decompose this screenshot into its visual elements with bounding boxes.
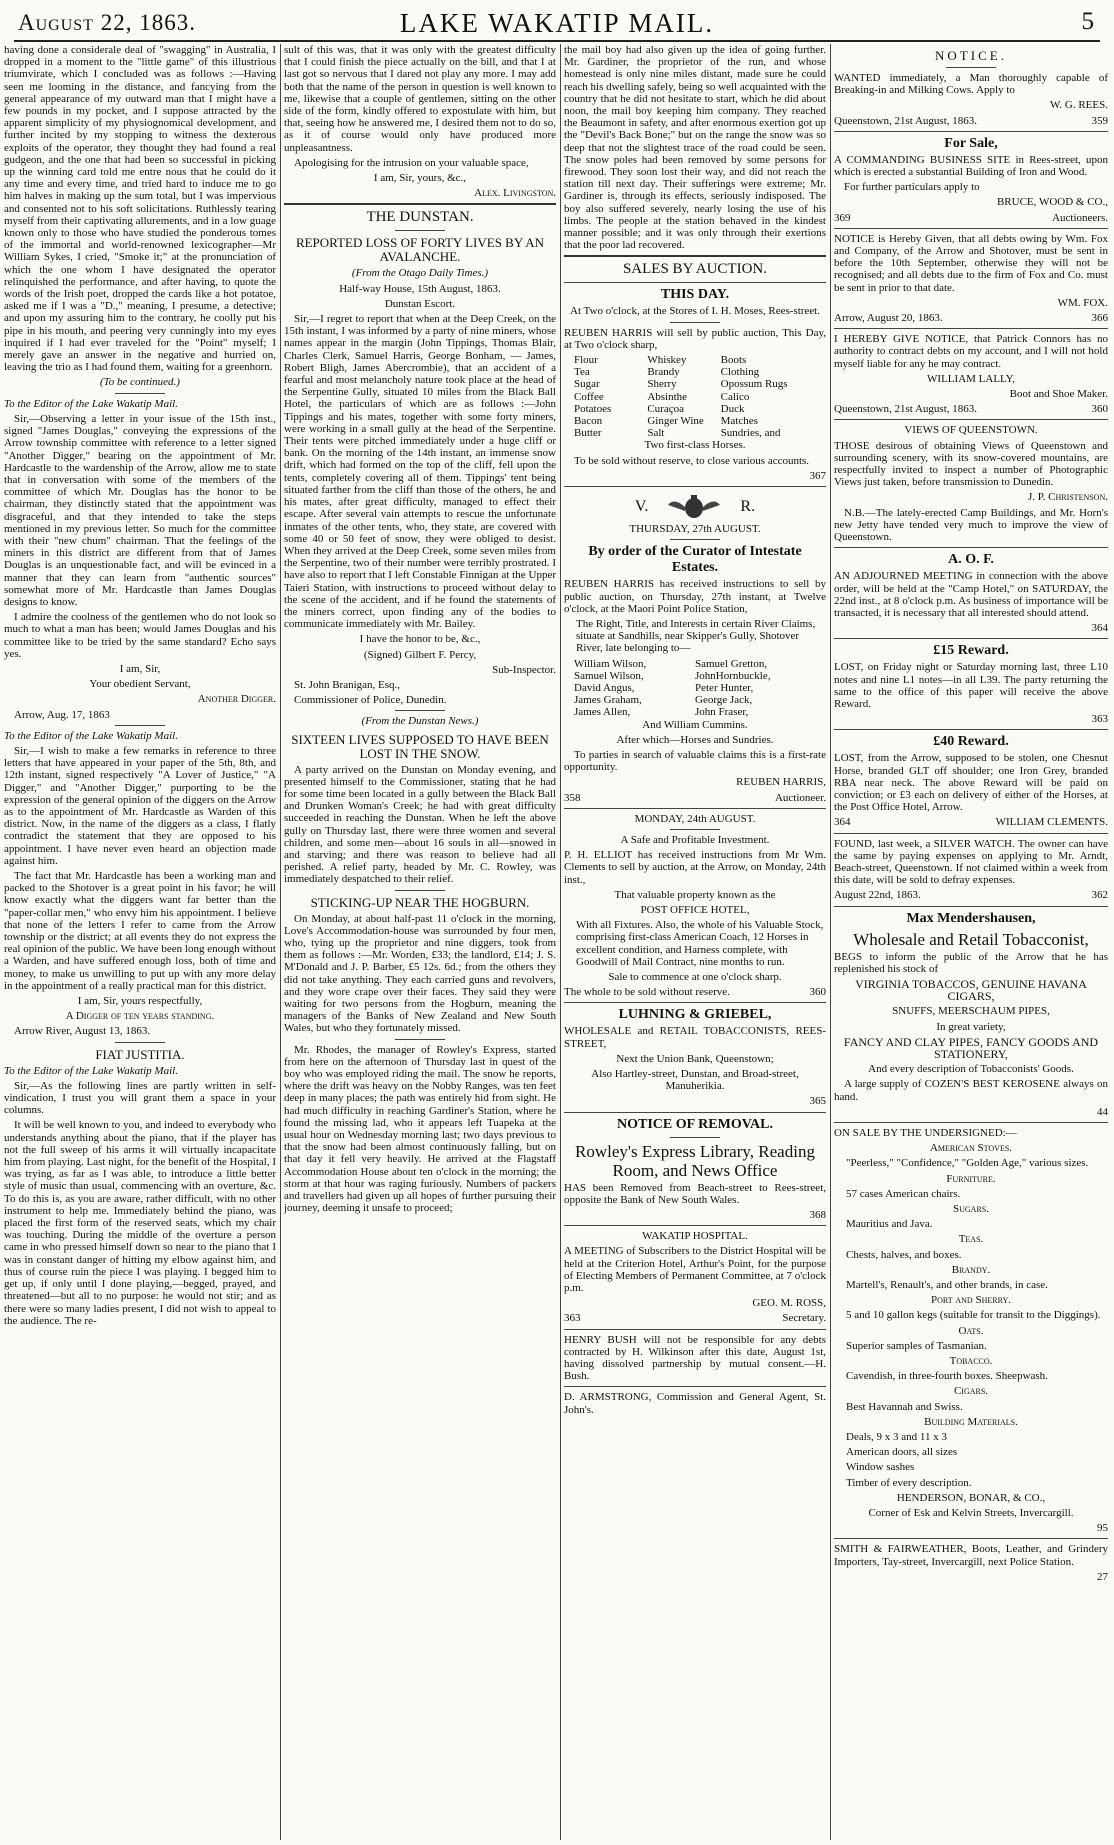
ad-text: NOTICE is Hereby Given, that all debts owing by Wm. Fox and Company, of the Arrow and Shotover, must be sent in before the 10th September, otherwise they will not be recognised; and all debts due to the firm of Fox and Co. must be sent in prior to that date. [834,232,1108,294]
letter-closing: I have the honor to be, &c., [359,633,481,646]
item-text: Timber of every description. [846,1476,972,1489]
letter-text: sult of this was, that it was only with the greatest difficulty that I could finish the piece actually on the bill, and that I at last got so nervous that I dared not play any more. I may add both that the name of the person in question is well known to me, likewise that a couple of gentlemen, sitting on the other side of the form, kindly offered to expostulate with him, but that, seeing how he answered me, I desired them not to do so, as it of course would only have produced more unpleasantness. [284,44,556,154]
item-text: 5 and 10 gallon kegs (suitable for transit to the Diggings). [846,1309,1101,1322]
ad-signature: REUBEN HARRIS, [736,776,826,789]
article-text: the mail boy had also given up the idea of going further. Mr. Gardiner, the proprietor of the run, and whose homestead is only nine miles distant, made sure he could reach his dwelling safely, being so well acquainted with the country that he did not hesitate to start, which he did about noon, the mail boy keeping him company. They reached the Beaumont in safety, and after enormous exertion got up the "Devil's Back Bone;" but on the range the snow was so deep that not the slightest trace of the road could be seen. The snow poles had been removed by some persons for firewood. They soon lost their way, and did not reach the station till next day. Their sufferings were extreme; Mr. Gardiner is, through its effects, seriously indisposed. The boy also suffered severely, nearly losing the use of his limbs. The people at the station behaved in the kindest manner possible; and it was only through their exertions that the poor lad recovered. [564,44,826,252]
list-item: Matches [720,415,758,428]
column-4 [834,44,1108,1840]
ad-text: Also Hartley-street, Dunstan, and Broad-street, Manuherikia. [591,1068,799,1093]
item-text: "Peerless," "Confidence," "Golden Age," various sizes. [846,1157,1089,1170]
ad-number: 44 [1097,1105,1108,1118]
column-rule [560,44,561,1840]
letter-closing: I am, Sir, [119,662,161,675]
ad-number: 362 [1091,889,1108,902]
addressee: St. John Branigan, Esq., [294,678,401,691]
ad-text: FANCY AND CLAY PIPES, FANCY GOODS AND STATIONERY, [843,1034,1099,1061]
ad-number: 359 [1091,114,1108,127]
divider [395,1039,445,1040]
article-text: A party arrived on the Dunstan on Monday evening, and presented himself to the Commissioner, stating that he had for some time been located in a gully between the Black Ball and Drunken Woman's Creek; he had with great difficulty succeeded in reaching the Dunstan. When he left the above gully on Thursday last, there were three women and several children, and some men—about 16 souls in all—snowed in and starving; and there was reason to believe had all perished. A relief party, headed by Mr. C. Rowley, was immediately despatched to their relief. [284,763,556,886]
ad-text: And every description of Tobacconists' Goods. [868,1063,1074,1076]
divider [834,833,1108,834]
list-item: Duck [720,402,745,415]
divider [834,228,1108,229]
divider [670,829,720,830]
ad-heading: £15 Reward. [933,643,1009,659]
item-heading: Teas. [958,1233,984,1246]
ad-number: 360 [1091,403,1108,416]
ad-subheading: Wholesale and Retail Tobacconist, [853,929,1089,949]
ad-heading: THIS DAY. [660,287,730,303]
item-heading: Cigars. [953,1385,989,1398]
divider [564,1225,826,1226]
ad-signature: WILLIAM CLEMENTS. [995,816,1108,829]
ad-footer [564,792,826,804]
ad-number: 369 [834,211,851,224]
ad-number: 360 [809,986,826,999]
list-item: Opossum Rugs [720,378,788,391]
ad-text: Next the Union Bank, Queenstown; [616,1052,774,1065]
fiat-heading: FIAT JUSTITIA. [95,1046,185,1062]
ad-text: And William Cummins. [642,718,748,731]
ad-text: A COMMANDING BUSINESS SITE in Rees-street, upon which is erected a substantial Building of Iron and Wood. [834,153,1108,179]
ad-number: 368 [809,1209,826,1222]
crest-letter: R. [740,497,756,515]
ad-text: Two first-class Horses. [644,439,746,452]
item-text: Best Havannah and Swiss. [846,1400,963,1413]
crest-letter: V. [634,497,649,515]
divider [284,203,556,205]
article-text: Sir,—I regret to report that when at the Deep Creek, on the 15th instant, I was informed by a party of nine miners, whose names appear in the margin (John Tippings, Thomas Blair, Charles Clerk, Samuel Harris, George Bonham, — James, Robert Bligh, James Abercrombie), that an accident of a fearful and most melancholy nature took place at the head of the Serpentine Gully, situated 10 miles from the Black Ball Hotel, the particulars of which are as follows :—John Tippings and his mates, together with some forty miners, were working in a small gully at the head of the Serpentine. Their tents were pitched immediately under a huge cliff or bank. On the morning of the 14th instant, an immense snow drift, which had formed on the top of the cliff, fell upon the tents, completely covering all of them. Tippings' tent being situated farther from the cliff than those of the others, he and his mates, after great difficulty, managed to effect their escape. After several vain attempts to rescue the unfortunate inmates of the other tents, who, they state, are covered with some 40 or 50 feet of snow, they were obliged to desist. When they arrived at the Deep Creek, some seven miles from the Serpentine, two of their number were terribly prostrated. I have also to report that I left Constable Finnigan at the Upper Taieri Station, with instructions to proceed without delay to the scene of the accident, and if he found the statements of the miners correct, upon finding any of the bodies to communicate immediately with Mr. Bailey. [284,313,556,631]
ad-signature: J. P. Christenson. [1027,491,1108,504]
item-text: 57 cases American chairs. [846,1187,961,1200]
item-text: Superior samples of Tasmanian. [846,1339,987,1352]
page-number: 5 [1081,8,1094,35]
ad-text: HAS been Removed from Beach-street to Rees-street, opposite the Bank of New South Wales. [564,1181,826,1206]
item-text: Martell's, Renault's, and other brands, in case. [846,1279,1048,1292]
ad-signature: HENDERSON, BONAR, & CO., [896,1491,1046,1504]
letter-place: Arrow, Aug. 17, 1863 [14,708,110,721]
owners-list [564,658,826,719]
item-heading: Brandy. [951,1263,991,1276]
list-item: Sundries, and [720,427,781,440]
list-item: JohnHornbuckle, [695,669,771,682]
divider [564,282,826,283]
divider [115,725,165,726]
ad-heading: NOTICE OF REMOVAL. [617,1116,773,1132]
section-heading: SALES BY AUCTION. [622,261,768,278]
letter-salutation: To the Editor of the Lake Wakatip Mail. [4,397,178,410]
goods-list [564,354,826,439]
divider [395,890,445,891]
ad-text: Corner of Esk and Kelvin Streets, Invercargill. [868,1507,1074,1520]
ad-role: Secretary. [782,1312,826,1325]
issue-date: August 22, 1863. [18,10,196,35]
letter-text: Sir,—Observing a letter in your issue of the 15th inst., signed "James Douglas," conveying the expressions of the Arrow township committee with reference to a letter signed "Another Digger," bearing on the appointment of Mr. Hardcastle to the wardenship of the Arrow, allow me to state that in conversation with some of the members of the committee of which Mr. Douglas has the honor to be chairman, they distinctly stated that the appointment was disgraceful, and that they intended to take the steps mentioned in my previous letter. So much for the committee with their "new chum" chairman. That the feelings of the miners in this district are different from that of James Douglas is an unquestionable fact, and will be evinced in a manner that they can learn from "authentic sources" somewhat more of Mr. Hardcastle than James Douglas designs to know. [4,412,276,608]
article-headline: REPORTED LOSS OF FORTY LIVES BY AN AVALANCHE. [295,235,545,265]
list-item: Potatoes [574,402,612,415]
article-text: Mr. Rhodes, the manager of Rowley's Express, started from here on the afternoon of Thursday last in quest of the boy who was employed riding the mail. The snow he reports, where the drift was heavy on the Nobby Ranges, was ten feet deep in many places; the path was entirely hid from sight. He had much difficulty in reaching Gardiner's Station, where he found the missing lad, who it appears left Tuapeka at the usual hour on Wednesday morning last; two days previous to that the snow had been almost continuously falling, but on that day it fell very heavily. He arrived at the Flagstaff Accommodation House about ten o'clock in the morning; the storm at that hour was raging furiously. Numbers of packers and travellers had given up all hopes of further pursuing their journey, deeming it unsafe to proceed; [284,1043,556,1215]
ad-footer [834,889,1108,901]
divider [834,906,1108,907]
ad-text: D. ARMSTRONG, Commission and General Agent, St. John's. [564,1391,826,1416]
ad-number: 364 [834,816,851,829]
list-item: Coffee [574,390,604,403]
ad-text: To parties in search of valuable claims this is a first-rate opportunity. [564,748,826,774]
letter-text: Apologising for the intrusion on your valuable space, [294,156,529,169]
article-source: (From the Otago Daily Times.) [351,267,489,280]
ad-footer [564,986,826,998]
divider [834,328,1108,329]
ad-text: REUBEN HARRIS has received instructions to sell by public auction, on Thursday, 27th instant, at Twelve o'clock, at the Maori Point Police Station, [564,578,826,615]
ad-text: After which—Horses and Sundries. [616,733,774,746]
newspaper-title: LAKE WAKATIP MAIL. [399,8,715,38]
ad-number: 364 [1091,622,1108,635]
letter-text: Sir,—I wish to make a few remarks in reference to three letters that have appeared in your paper of the 5th, 8th, and 12th instant, signed respectively "A Lover of Justice," "A Digger," and "Another Digger," purporting to be the expression of the general opinion of the diggers on the Arrow as to the appointment of Mr. Hardcastle as Warden of this district. Now, in the name of the diggers as a class, I flatly contradict the statement that they are opposed to his appointment. I have never even heard an objection made against him. [4,744,276,867]
ad-footer [834,115,1108,127]
column-rule [830,44,831,1840]
ad-text: VIRGINIA TOBACCOS, GENUINE HAVANA CIGARS, [855,976,1087,1004]
ad-signature: GEO. M. ROSS, [752,1297,826,1310]
ad-text: A Safe and Profitable Investment. [620,833,770,846]
ad-signature: W. G. REES. [1050,99,1108,112]
ad-heading: MONDAY, 24th AUGUST. [634,812,756,825]
list-item: John Fraser, [695,706,749,719]
ad-text: SNUFFS, MEERSCHAUM PIPES, [892,1005,1050,1018]
ad-heading: Rowley's Express Library, Reading Room, and News Office [575,1141,815,1180]
list-item: Curaçoa [647,402,684,415]
ad-text: Sale to commence at one o'clock sharp. [608,970,782,983]
ad-signature: WILLIAM LALLY, [927,372,1015,385]
addressee: Commissioner of Police, Dunedin. [294,694,447,707]
list-item: Whiskey [647,354,687,367]
ad-signature: WM. FOX. [1057,296,1108,309]
article-headline: STICKING-UP NEAR THE HOGBURN. [310,894,530,910]
item-text: American doors, all sizes [846,1446,958,1459]
ad-number: 27 [1097,1570,1108,1583]
list-item: Clothing [720,366,760,379]
ad-footer [834,816,1108,828]
ad-text: That valuable property known as the [614,888,776,901]
item-text: Chests, halves, and boxes. [846,1248,962,1261]
divider [946,67,996,68]
list-item: Salt [647,427,665,440]
letter-closing: Your obedient Servant, [89,678,191,691]
ad-text: At Two o'clock, at the Stores of I. H. Moses, Rees-street. [570,305,820,318]
ad-heading: THURSDAY, 27th AUGUST. [629,523,761,536]
list-item: Samuel Gretton, [695,657,768,670]
list-item: Butter [574,427,602,440]
list-item: Brandy [647,366,680,379]
divider [564,1386,826,1387]
ad-heading: POST OFFICE HOTEL, [640,903,750,916]
divider [834,729,1108,730]
list-item: Boots [720,354,747,367]
article-headline: SIXTEEN LIVES SUPPOSED TO HAVE BEEN LOST IN THE SNOW. [291,731,549,761]
ad-role: Auctioneer. [774,791,826,804]
ad-text: LOST, on Friday night or Saturday morning last, three L10 notes and nine L1 notes—in all L39. The party returning the same to the office of this paper will receive the above Reward. [834,661,1108,710]
divider [670,539,720,540]
divider [834,638,1108,639]
item-heading: Sugars. [953,1203,989,1216]
item-text: Mauritius and Java. [846,1218,933,1231]
section-heading: THE DUNSTAN. [366,209,474,226]
list-item: Flour [574,354,598,367]
ad-text: I HEREBY GIVE NOTICE, that Patrick Connors has no authority to contract debts on my account, and I will not hold myself liable for any he may contract. [834,333,1108,370]
letter-signature: Alex. Livingston. [474,187,556,200]
ad-heading: For Sale, [944,135,998,151]
item-heading: Tobacco. [949,1355,993,1368]
masthead [14,6,1100,42]
list-item: Bacon [574,415,603,428]
divider [834,1122,1108,1123]
ad-text: A large supply of COZEN'S BEST KEROSENE always on hand. [834,1078,1108,1103]
list-item: David Angus, [574,681,635,694]
ad-text: BEGS to inform the public of the Arrow that he has replenished his stock of [834,950,1108,975]
ad-text: The whole to be sold without reserve. [564,986,730,999]
letter-signature: Another Digger. [197,693,276,706]
item-heading: American Stoves. [929,1142,1013,1155]
item-text: Deals, 9 x 3 and 11 x 3 [846,1431,948,1444]
ad-text: With all Fixtures. Also, the whole of his Valuable Stock, comprising first-class American Coach, 12 Horses in excellent condition, and Harness complete, with Goodwill of Mail Contract, nine months to run. [576,919,824,968]
ad-heading: NOTICE. [935,48,1007,63]
ad-number: 363 [564,1312,581,1325]
article-source: (From the Dunstan News.) [361,715,479,728]
column-3 [564,44,826,1840]
list-item: Tea [574,366,590,379]
letter-signature: Sub-Inspector. [492,663,556,676]
divider [564,255,826,257]
list-item: George Jack, [695,694,753,707]
ad-text: For further particulars apply to [844,181,980,194]
letter-signature: (Signed) Gilbert F. Percy, [363,648,477,661]
ad-text: P. H. ELLIOT has received instructions from Mr Wm. Clements to sell by auction, at the Arrow, on Monday, 24th inst., [564,849,826,886]
ad-heading: By order of the Curator of Intestate Estates. [588,544,802,576]
ad-footer [834,312,1108,324]
ad-heading: £40 Reward. [933,734,1009,750]
letter-text: The fact that Mr. Hardcastle has been a working man and packed to the Shotover is a great point in his favor; he will know exactly what the diggers want far better than the "paper-collar men," who envy him his appointment. I believe that none of the letters I refer to came from the Arrow township or the district; at all events they do not express the real opinion of the public. We have been long enough without a Warden, and have suffered enough loss, both of time and money, to make us unwilling to put up with any more delay in the appointment of a really practical man for this district. [4,870,276,992]
letter-text: It will be well known to you, and indeed to everybody who understands anything about the piano, that if the player has not the full sweep of his arms it will virtually incapacitate him from playing. Last night, for the benefit of the Hospital, I was trying, as far as I was able, to introduce a little better style of music than usual, commencing with an overture, &c. To do this is, as you are aware, rather difficult, with no other instrument to help me. Immediately behind the piano, was placed the first form of the reserved seats, which my chair was touching. During the middle of the overture a person came in who pressed himself down so near to the piano that I was in constant danger of hitting my elbow against him, and thus of course ruin the piece I was playing. I begged him to get up, if only until I done playing,—begged, prayed, and threatened—but all to no purpose: he would not stir; and as there were so many ladies present, I did not wish to appeal to the audience. The re- [4,1119,276,1327]
ad-text: To be sold without reserve, to close various accounts. [574,454,810,467]
ad-date: Queenstown, 21st August, 1863. [834,114,977,127]
divider [670,322,720,323]
item-heading: Oats. [958,1324,984,1337]
column-rule [280,44,281,1840]
ad-number: 367 [809,469,826,482]
ad-heading: Max Mendershausen, [906,910,1036,926]
item-heading: Building Materials. [924,1415,1018,1428]
dateline: Dunstan Escort. [384,297,456,310]
ad-text: WHOLESALE and RETAIL TOBACCONISTS, REES-STREET, [564,1025,826,1050]
ad-number: 363 [1091,713,1108,726]
ad-text: N.B.—The lately-erected Camp Buildings, and Mr. Horn's new Jetty have tended very much to improve the view of Queenstown. [834,506,1108,544]
divider [395,230,445,231]
ad-text: The Right, Title, and Interests in certain River Claims, situate at Sandhills, near Skipper's Gully, Shotover River, late belonging to— [576,617,816,655]
letter-closing: I am, Sir, yours, &c., [373,172,467,185]
column-2 [284,44,556,1840]
divider [564,808,826,809]
list-item: William Wilson, [574,657,647,670]
ad-signature: BRUCE, WOOD & CO., [996,196,1108,209]
list-item: James Graham, [574,694,642,707]
article-text: having done a considerale deal of "swagging" in Australia, I dropped in a moment to the "little game" of this illustrious triumvirate, which I concluded was as follows :—Having seen me looming in the distance, and fancying from the general appearance of my outward man that I might have a few pounds in my pocket, and I suppose attracted by the apparent simplicity of my physiognomical development, and further incited by my stopping to witness the dexterous exploits of the operator, they thought they had found a real gudgeon, and the one that had been so successful in picking up the winning card told me entre nous that he could do it any time and every time, and tried hard to induce me to go him halves in making up the sum total, but I was impervious and consented not to his soft solicitations. Ruthlessly tearing myself from their captivating allurements, and in a low guage known only to those who have studied the ponderous tomes of the immortal and world-renowned lexicographer—Mr William Sykes, I cried, "Smoke it;" at the pronunciation of which the one whom I have designated the operator relinquished the performance, and after having, to quote the words of the Irish poet, dropped the cards like a hot potatoe, asked me if I was a "D.," meaning, I presume, a detective; and upon my assuring him to the contrary, he coolly put his pipe in his mouth, and peering very cunningly into my eyes inquired if I had ever traveled for the "Point" myself; I merely gave an answer in the negative and hurried on, leaving the trio as I had found them, waiting for a greenhorn. [4,44,276,374]
ad-date: August 22nd, 1863. [834,889,921,902]
divider [115,393,165,394]
ad-role: Auctioneers. [1052,211,1108,224]
list-item: Peter Hunter, [695,681,754,694]
ad-text: HENRY BUSH will not be responsible for any debts contracted by H. Wilkinson after this date, August 1st, having dissolved partnership by mutual consent.—H. Bush. [564,1333,826,1383]
item-heading: Port and Sherry. [930,1294,1011,1307]
letter-closing: I am, Sir, yours respectfully, [77,995,203,1008]
list-item: James Allen, [574,706,631,719]
divider [564,1112,826,1113]
ad-heading: ON SALE BY THE UNDERSIGNED:— [834,1127,1017,1139]
ad-heading: VIEWS OF QUEENSTOWN. [904,424,1038,437]
ad-heading: LUHNING & GRIEBEL, [618,1007,772,1023]
divider [395,710,445,711]
divider [834,547,1108,548]
divider [564,1002,826,1003]
ad-number: 366 [1091,312,1108,325]
letter-text: Sir,—As the following lines are partly written in self-vindication, I trust you will grant them a space in your columns. [4,1079,276,1117]
ad-text: THOSE desirous of obtaining Views of Queenstown and surrounding scenery, with its snow-covered mountains, are respectfully invited to inspect a number of Photographic Views just taken, before transmission to Dunedin. [834,439,1108,489]
royal-crest-line [564,493,826,521]
divider [834,419,1108,420]
ad-number: 365 [809,1095,826,1108]
dateline: Half-way House, 15th August, 1863. [339,282,501,295]
ad-footer [834,212,1108,224]
ad-date: Arrow, August 20, 1863. [834,312,943,325]
divider [834,131,1108,132]
letter-place: Arrow River, August 13, 1863. [14,1025,151,1038]
item-text: Cavendish, in three-fourth boxes. Sheepwash. [846,1370,1048,1383]
divider [564,1329,826,1330]
ad-footer [564,1312,826,1324]
list-item: Sherry [647,378,677,391]
ad-text: WANTED immediately, a Man thoroughly capable of Breaking-in and Milking Cows. Apply to [834,72,1108,97]
ad-heading: A. O. F. [948,552,994,568]
list-item: Ginger Wine [647,415,704,428]
ad-text: In great variety, [936,1020,1006,1033]
divider [834,1538,1108,1539]
ad-text: LOST, from the Arrow, supposed to be stolen, one Chesnut Horse, branded GLT off shoulder; one Iron Grey, branded RBA near neck. The above Reward will be paid on conviction; or £3 each on delivery of either of the Horses, at the Post Office Hotel, Arrow. [834,752,1108,814]
ad-text: SMITH & FAIRWEATHER, Boots, Leather, and Grindery Importers, Tay-street, Invercargill, next Police Station. [834,1543,1108,1568]
letter-salutation: To the Editor of the Lake Wakatip Mail. [4,1064,178,1077]
letter-signature: A Digger of ten years standing. [65,1010,215,1023]
ad-text: REUBEN HARRIS will sell by public auction, This Day, at Two o'clock sharp, [564,326,826,351]
to-be-continued: (To be continued.) [100,376,180,389]
divider [564,486,826,487]
list-item: Calico [720,390,750,403]
ad-number: 95 [1097,1522,1108,1535]
item-heading: Furniture. [946,1172,996,1185]
ad-number: 358 [564,791,581,804]
column-1 [4,44,276,1840]
list-item: Samuel Wilson, [574,669,644,682]
letter-text: I admire the coolness of the gentlemen who do not look so much to what a man has been; would James Douglas and his committee like to be tried by the same standard? Echo says yes. [4,611,276,660]
ad-footer [834,403,1108,415]
ad-text: A MEETING of Subscribers to the District Hospital will be held at the Criterion Hotel, Arthur's Point, for the purpose of Electing Members of Permanent Committee, at 7 o'clock p.m. [564,1245,826,1295]
ad-role: Boot and Shoe Maker. [1009,388,1108,401]
ad-text: AN ADJOURNED MEETING in connection with the above order, will be held at the "Camp Hotel," on SATURDAY, the 22nd inst., at 8 o'clock p.m. As business of importance will be transacted, it is necessary that all interested should attend. [834,570,1108,619]
article-text: On Monday, at about half-past 11 o'clock in the morning, Love's Accommodation-house was surrounded by four men, who, tying up the proprietor and nine diggers, took from them as follows :—Mr. Worden, £33; the landlord, £14; J. S. M'Donald and J. P. Barber, £5 12s. 6d.; from the others they did not take anything. They each carried guns and revolvers, and they wore crape over their faces. They said they were waiting for two persons from the Hogburn, meaning the managers of the Banks of New Zealand and New South Wales, but who they fortunately missed. [284,912,556,1035]
list-item: Absinthe [647,390,688,403]
divider [670,1137,720,1138]
list-item: Sugar [574,378,600,391]
ad-date: Queenstown, 21st August, 1863. [834,403,977,416]
ad-text: FOUND, last week, a SILVER WATCH. The owner can have the same by paying expenses on applying to Mr. Arndt, Beach-street, Queenstown. If not claimed within a week from this date, will be sold to defray expenses. [834,837,1108,887]
item-text: Window sashes [846,1461,915,1474]
royal-crest-icon [664,493,724,521]
letter-salutation: To the Editor of the Lake Wakatip Mail. [4,729,178,742]
ad-heading: WAKATIP HOSPITAL. [642,1230,748,1243]
divider [115,1042,165,1043]
